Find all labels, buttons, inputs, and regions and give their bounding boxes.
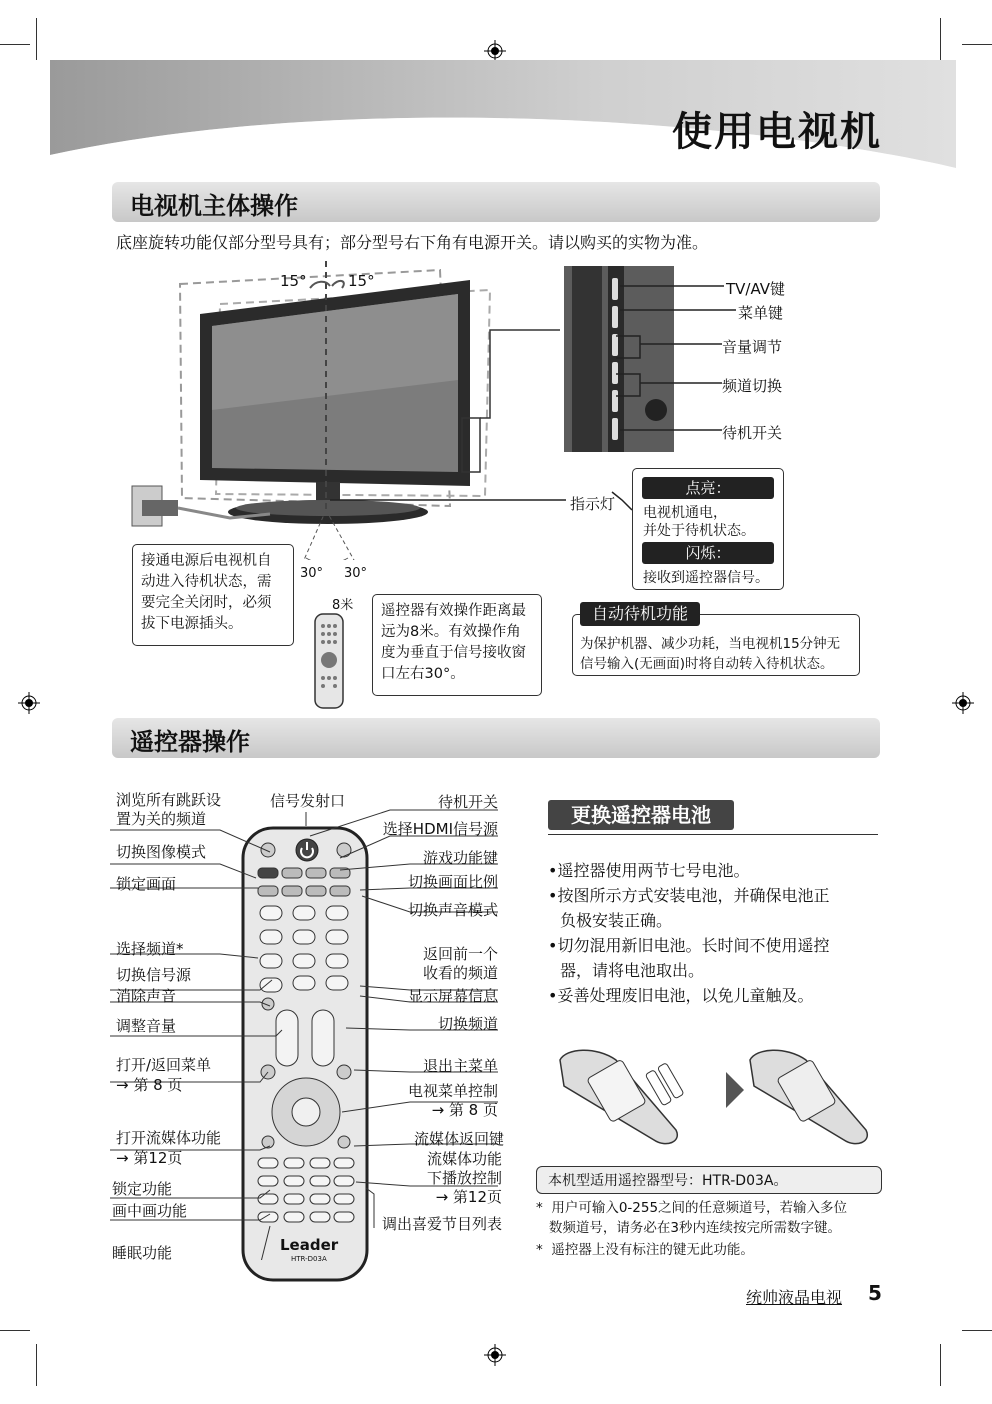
- note-unlabeled-keys: * 遥控器上没有标注的键无此功能。: [536, 1242, 754, 1258]
- battery-bullets: [548, 858, 829, 1008]
- remote-model: HTR-D03A: [291, 1255, 327, 1263]
- registration-mark-icon: [484, 1344, 506, 1366]
- remote-label-sound-mode: 切换声音模式: [407, 901, 498, 919]
- remote-label-browse: 浏览所有跳跃设 置为关的频道: [116, 791, 222, 828]
- remote-label-menu: 打开/返回菜单 → 第 8 页: [116, 1056, 212, 1094]
- bullet: 负极安装正确。: [560, 911, 673, 930]
- remote-label-picture-mode: 切换图像模式: [116, 843, 207, 861]
- indicator-label: 指示灯: [570, 495, 616, 513]
- note-line: 远为8米。有效操作角: [381, 624, 521, 640]
- bullet: •遥控器使用两节七号电池。: [548, 861, 750, 880]
- registration-mark-icon: [484, 40, 506, 62]
- note-line: 度为垂直于信号接收窗: [381, 645, 526, 661]
- side-label-menu: 菜单键: [738, 304, 784, 322]
- remote-label-recall: 返回前一个 收看的频道: [422, 945, 498, 982]
- side-label-standby: 待机开关: [722, 424, 783, 442]
- remote-label-playback: 流媒体功能 下播放控制 → 第12页: [426, 1150, 502, 1206]
- intro-text: 底座旋转功能仅部分型号具有；部分型号右下角有电源开关。请以购买的实物为准。: [116, 233, 709, 252]
- section-heading-bar: [112, 718, 880, 758]
- remote-label-freeze: 锁定画面: [116, 875, 177, 893]
- note-line: 接通电源后电视机自: [141, 553, 272, 569]
- remote-label-hdmi: 选择HDMI信号源: [382, 820, 498, 838]
- remote-label-volume: 调整音量: [116, 1017, 177, 1035]
- angle-right: 15°: [348, 272, 375, 290]
- note-line: 遥控器有效操作距离最: [381, 603, 526, 619]
- note-line: 要完全关闭时，必须: [141, 595, 272, 611]
- remote-label-standby: 待机开关: [437, 793, 498, 811]
- blink-text: 接收到遥控器信号。: [643, 570, 769, 586]
- remote-label-game: 游戏功能键: [422, 849, 498, 867]
- power-note-box: [132, 544, 294, 646]
- remote-label-exit: 退出主菜单: [422, 1057, 498, 1075]
- section-heading: 电视机主体操作: [130, 192, 298, 220]
- registration-mark-icon: [18, 692, 40, 714]
- remote-label-tv-menu: 电视菜单控制 → 第 8 页: [407, 1082, 498, 1119]
- auto-standby-text-2: 信号输入(无画面)时将自动转入待机状态。: [580, 656, 834, 672]
- remote-label-info: 显示屏幕信息: [407, 987, 498, 1005]
- distance-label: 8米: [332, 598, 354, 613]
- bullet: •切勿混用新旧电池。长时间不使用遥控: [548, 936, 830, 955]
- page-title: 使用电视机: [672, 109, 882, 155]
- section-heading-bar: [112, 182, 880, 222]
- battery-heading: 更换遥控器电池: [548, 800, 734, 830]
- section-heading: 遥控器操作: [130, 728, 250, 756]
- remote-label-favorites: 调出喜爱节目列表: [381, 1215, 502, 1233]
- auto-standby-text-1: 为保护机器、减少功耗，当电视机15分钟无: [580, 636, 841, 652]
- bullet: •妥善处理废旧电池，以免儿童触及。: [548, 986, 814, 1005]
- lit-title: 点亮：: [642, 477, 774, 499]
- angle-left: 15°: [280, 272, 307, 290]
- battery-illustration: [556, 1040, 876, 1150]
- side-label-tvav: TV/AV键: [726, 280, 786, 298]
- tv-illustration: [120, 260, 560, 560]
- remote-label-emitter: 信号发射口: [270, 792, 346, 810]
- blink-title: 闪烁：: [642, 542, 774, 564]
- bullet: 器，请将电池取出。: [560, 961, 705, 980]
- note-channel-input: * 用户可输入0-255之间的任意频道号，若输入多位 数频道号，请务必在3秒内连续按完所需数字键。: [536, 1200, 848, 1236]
- side-label-channel: 频道切换: [722, 377, 783, 395]
- remote-label-source: 切换信号源: [116, 966, 192, 984]
- lit-text-1: 电视机通电，: [643, 505, 727, 521]
- auto-standby-title: 自动待机功能: [580, 602, 700, 626]
- remote-label-mute: 消除声音: [116, 987, 177, 1005]
- divider: [548, 834, 878, 835]
- angle-30-right: 30°: [344, 566, 368, 581]
- lit-text-2: 并处于待机状态。: [643, 523, 755, 539]
- remote-label-sleep: 睡眠功能: [112, 1244, 173, 1262]
- page-number: 5: [868, 1281, 882, 1305]
- model-note: 本机型适用遥控器型号：HTR-D03A。: [548, 1173, 788, 1189]
- angle-30-left: 30°: [300, 566, 324, 581]
- footer-brand: 统帅液晶电视: [746, 1288, 843, 1307]
- remote-label-media-return: 流媒体返回键: [413, 1130, 504, 1148]
- note-line: 动进入待机状态，需: [141, 574, 272, 590]
- note-line: 拔下电源插头。: [141, 616, 243, 632]
- remote-label-channel-select: 选择频道*: [116, 940, 184, 958]
- remote-label-lock: 锁定功能: [112, 1180, 173, 1198]
- registration-mark-icon: [952, 692, 974, 714]
- remote-label-aspect: 切换画面比例: [407, 873, 498, 891]
- side-label-volume: 音量调节: [722, 338, 783, 356]
- small-remote-illustration: [312, 612, 348, 710]
- remote-brand: Leader: [280, 1236, 339, 1254]
- remote-label-media: 打开流媒体功能 → 第12页: [116, 1129, 222, 1167]
- remote-label-ch-switch: 切换频道: [437, 1015, 498, 1033]
- remote-label-pip: 画中画功能: [112, 1202, 188, 1220]
- bullet: •按图所示方式安装电池，并确保电池正: [548, 886, 830, 905]
- remote-note-box: [372, 594, 542, 696]
- note-line: 口左右30°。: [381, 666, 465, 682]
